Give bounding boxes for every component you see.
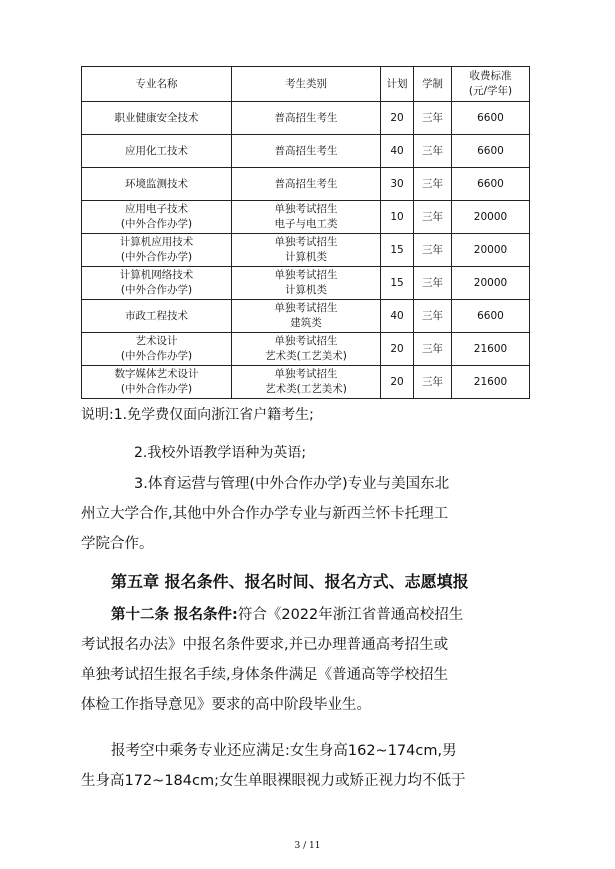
- cell-plan: 20: [381, 333, 414, 366]
- cell-plan: 20: [381, 366, 414, 399]
- cell-category-line: 单独考试招生: [274, 368, 338, 380]
- table-row: [82, 102, 530, 135]
- article-12-line-2: 考试报名办法》中报名条件要求,并已办理普通高考招生或: [81, 637, 449, 653]
- cell-major-line: (中外合作办学): [120, 218, 193, 230]
- cell-category-line: 计算机类: [285, 284, 327, 296]
- cell-plan: 40: [381, 300, 414, 333]
- note-3: [81, 469, 531, 559]
- article-12: [81, 600, 531, 720]
- table-body: [82, 102, 530, 399]
- header-years: 学制: [414, 67, 452, 102]
- cell-category-line: 单独考试招生: [274, 269, 338, 281]
- airline-requirements: [81, 736, 531, 796]
- cell-years: 三年: [414, 135, 452, 168]
- cell-major-line: (中外合作办学): [120, 383, 193, 395]
- cell-years: 三年: [414, 168, 452, 201]
- cell-fee: 6600: [452, 102, 530, 135]
- cell-category: [232, 168, 381, 201]
- cell-major: [82, 366, 232, 399]
- header-category: 考生类别: [232, 67, 381, 102]
- cell-fee: 20000: [452, 267, 530, 300]
- cell-fee: 21600: [452, 333, 530, 366]
- cell-years: 三年: [414, 102, 452, 135]
- cell-major: [82, 201, 232, 234]
- cell-category-line: 普高招生考生: [274, 144, 338, 157]
- cell-category-line: 单独考试招生: [274, 236, 338, 248]
- cell-category-line: 单独考试招生: [274, 302, 338, 314]
- cell-major-line: 计算机网络技术: [119, 269, 194, 281]
- cell-plan: 10: [381, 201, 414, 234]
- cell-years: 三年: [414, 366, 452, 399]
- note-3-line-3: 学院合作。: [81, 536, 154, 552]
- note-3-line-1: 3.体育运营与管理(中外合作办学)专业与美国东北: [134, 476, 450, 492]
- cell-plan: 30: [381, 168, 414, 201]
- table-row: [82, 333, 530, 366]
- airline-line-1: 报考空中乘务专业还应满足:女生身高162~174cm,男: [111, 743, 457, 759]
- cell-major-line: 应用电子技术: [125, 203, 188, 215]
- cell-fee: 6600: [452, 135, 530, 168]
- cell-fee: 6600: [452, 300, 530, 333]
- cell-years: 三年: [414, 234, 452, 267]
- table-row: [82, 300, 530, 333]
- chapter-heading: 第五章 报名条件、报名时间、报名方式、志愿填报: [111, 572, 469, 591]
- cell-category: [232, 366, 381, 399]
- cell-fee: 6600: [452, 168, 530, 201]
- cell-major-line: (中外合作办学): [120, 251, 193, 263]
- cell-fee: 20000: [452, 201, 530, 234]
- cell-major-line: 市政工程技术: [125, 309, 188, 322]
- article-12-line-3: 单独考试招生报名手续,身体条件满足《普通高等学校招生: [81, 667, 449, 683]
- cell-major-line: 数字媒体艺术设计: [114, 368, 199, 380]
- table-row: [82, 267, 530, 300]
- cell-major: [82, 267, 232, 300]
- cell-major-line: 计算机应用技术: [119, 236, 194, 248]
- cell-major-line: 职业健康安全技术: [114, 111, 199, 124]
- cell-major: [82, 333, 232, 366]
- article-12-line-4: 体检工作指导意见》要求的高中阶段毕业生。: [81, 697, 371, 713]
- cell-major: [82, 168, 232, 201]
- cell-years: 三年: [414, 267, 452, 300]
- article-12-line-1-text: 符合《2022年浙江省普通高校招生: [237, 607, 464, 623]
- cell-category-line: 电子与电工类: [274, 218, 338, 230]
- article-12-line-1: [81, 600, 531, 630]
- cell-fee: 21600: [452, 366, 530, 399]
- cell-plan: 20: [381, 102, 414, 135]
- cell-major: [82, 300, 232, 333]
- header-fee: [452, 67, 530, 102]
- cell-category: [232, 135, 381, 168]
- cell-category-line: 单独考试招生: [274, 335, 338, 347]
- cell-category-line: 计算机类: [285, 251, 327, 263]
- cell-major: [82, 135, 232, 168]
- table-row: [82, 168, 530, 201]
- page-number: 3 / 11: [294, 841, 321, 851]
- note-3-line-2: 州立大学合作,其他中外合作办学专业与新西兰怀卡托理工: [81, 506, 449, 522]
- cell-plan: 15: [381, 267, 414, 300]
- note-1: 说明:1.免学费仅面向浙江省户籍考生;: [81, 407, 314, 423]
- table-row: [82, 201, 530, 234]
- article-12-label: 第十二条 报名条件:: [111, 607, 238, 623]
- cell-major-line: 应用化工技术: [125, 144, 188, 157]
- cell-plan: 40: [381, 135, 414, 168]
- cell-category: [232, 201, 381, 234]
- cell-category: [232, 234, 381, 267]
- airline-line-2: 生身高172~184cm;女生单眼裸眼视力或矫正视力均不低于: [81, 773, 466, 789]
- cell-category-line: 建筑类: [290, 317, 322, 329]
- enrollment-plan-table: [81, 66, 530, 399]
- table-row: [82, 135, 530, 168]
- cell-category: [232, 300, 381, 333]
- cell-years: 三年: [414, 333, 452, 366]
- cell-category-line: 艺术类(工艺美术): [265, 383, 347, 395]
- table-row: [82, 234, 530, 267]
- cell-major-line: 环境监测技术: [125, 177, 188, 190]
- cell-major-line: (中外合作办学): [120, 284, 193, 296]
- table-row: [82, 366, 530, 399]
- header-plan: 计划: [381, 67, 414, 102]
- note-2: 2.我校外语教学语种为英语;: [134, 445, 307, 461]
- cell-category: [232, 267, 381, 300]
- cell-category: [232, 102, 381, 135]
- cell-years: 三年: [414, 201, 452, 234]
- cell-major: [82, 234, 232, 267]
- cell-major: [82, 102, 232, 135]
- cell-plan: 15: [381, 234, 414, 267]
- cell-major-line: 艺术设计: [135, 335, 178, 347]
- table-header-row: [82, 67, 530, 102]
- header-fee-line1: 收费标准: [469, 70, 512, 82]
- cell-category-line: 单独考试招生: [274, 203, 338, 215]
- cell-category-line: 普高招生考生: [274, 111, 338, 124]
- header-major: 专业名称: [82, 67, 232, 102]
- cell-category-line: 普高招生考生: [274, 177, 338, 190]
- cell-fee: 20000: [452, 234, 530, 267]
- header-fee-line2: (元/学年): [468, 85, 513, 97]
- cell-major-line: (中外合作办学): [120, 350, 193, 362]
- cell-category-line: 艺术类(工艺美术): [265, 350, 347, 362]
- cell-category: [232, 333, 381, 366]
- cell-years: 三年: [414, 300, 452, 333]
